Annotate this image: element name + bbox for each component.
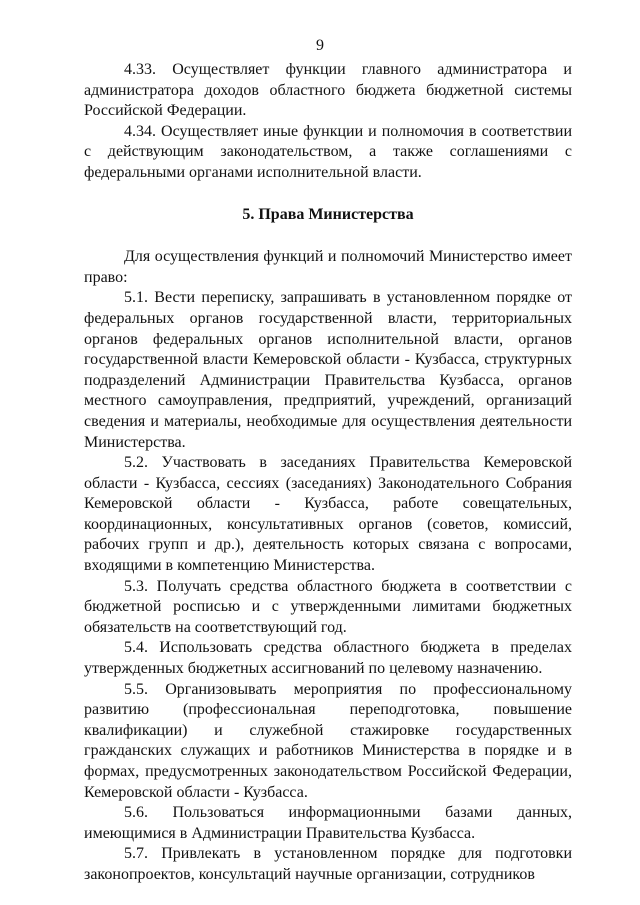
spacer bbox=[84, 184, 572, 205]
paragraph-5-4: 5.4. Использовать средства областного бюджета в пределах утвержденных бюджетных ассигнований по целевому назначению. bbox=[84, 639, 572, 678]
spacer bbox=[84, 225, 572, 247]
paragraph-intro: Для осуществления функций и полномочий Министерство имеет право: bbox=[84, 248, 572, 286]
paragraph-5-1: 5.1. Вести переписку, запрашивать в установленном порядке от федеральных органов государственной власти, территориальных органов федеральных органов исполнительной власти, органов государственной власти Кемеровской области - Кузбасса, структурных подразделений Администрации Правительства Кузбасса, органов местного самоуправления, предприятий, учреждений, организаций сведения и материалы, необходимые для осуществления деятельности Министерства. bbox=[84, 289, 572, 451]
paragraph-5-5: 5.5. Организовывать мероприятия по профессиональному развитию (профессиональная переподготовка, повышение квалификации) и служебной стажировке государственных гражданских служащих и работников Министерства в порядке и в формах, предусмотренных законодательством Российской Федерации, Кемеровской области - Кузбасса. bbox=[84, 680, 572, 801]
section-heading: 5. Права Министерства bbox=[242, 205, 414, 223]
paragraph-4-33: 4.33. Осуществляет функции главного администратора и администратора доходов областного бюджета бюджетной системы Российской Федерации. bbox=[84, 61, 572, 120]
paragraph-5-6: 5.6. Пользоваться информационными базами данных, имеющимися в Администрации Правительства Кузбасса. bbox=[84, 804, 572, 842]
page-body bbox=[84, 60, 572, 886]
paragraph-5-2: 5.2. Участвовать в заседаниях Правительства Кемеровской области - Кузбасса, сессиях (заседаниях) Законодательного Собрания Кемеровской области - Кузбасса, работе совещательных, координационных, консультативных органов (советов, комиссий, рабочих групп и др.), деятельность которых связана с вопросами, входящими в компетенцию Министерства. bbox=[84, 454, 572, 575]
paragraph-4-34: 4.34. Осуществляет иные функции и полномочия в соответствии с действующим законодательством, а также соглашениями с федеральными органами исполнительной власти. bbox=[84, 122, 572, 181]
page-number: 9 bbox=[316, 37, 324, 54]
paragraph-5-3: 5.3. Получать средства областного бюджета в соответствии с бюджетной росписью и с утвержденными лимитами бюджетных обязательств на соответствующий год. bbox=[84, 577, 572, 636]
paragraph-5-7: 5.7. Привлекать в установленном порядке для подготовки законопроектов, консультаций научные организации, сотрудников bbox=[84, 845, 572, 883]
